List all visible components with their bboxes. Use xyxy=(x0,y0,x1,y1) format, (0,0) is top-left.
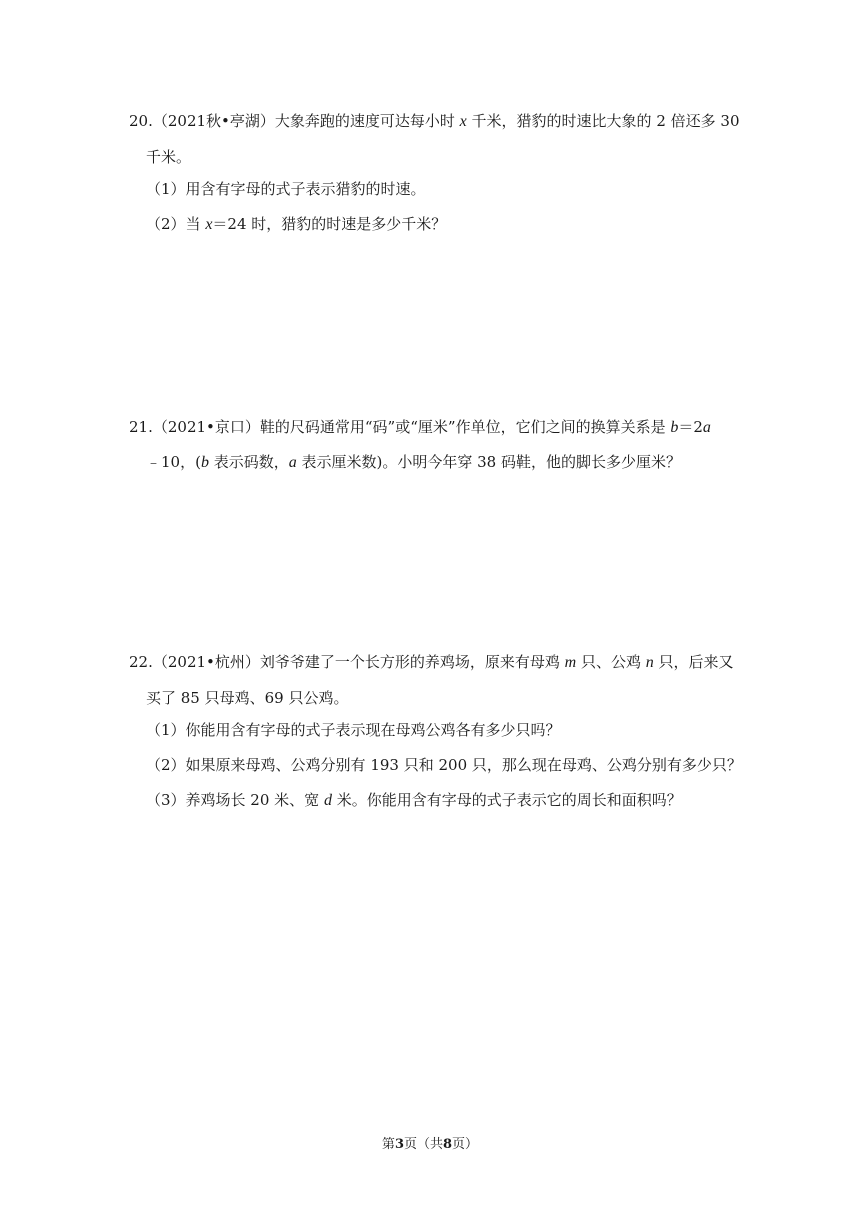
stem-text: 大象奔跑的速度可达每小时 xyxy=(274,112,460,130)
question-22-sub-3 xyxy=(146,789,682,812)
question-20-stem-line-2: 千米。 xyxy=(146,148,192,166)
question-number: 22. xyxy=(129,653,153,671)
total-page-number: 8 xyxy=(443,1137,453,1152)
stem-text: 表示厘米数)。小明今年穿 38 码鞋，他的脚长多少厘米？ xyxy=(296,453,681,471)
question-source: （2021•京口） xyxy=(152,418,260,436)
question-22-sub-1: （1）你能用含有字母的式子表示现在母鸡公鸡各有多少只吗？ xyxy=(146,721,561,739)
stem-text: 只、公鸡 xyxy=(576,653,646,671)
footer-text: 页（共 xyxy=(403,1137,443,1152)
sub-text: （2）当 xyxy=(146,215,206,233)
question-source: （2021•杭州） xyxy=(152,653,260,671)
variable-a: a xyxy=(702,419,711,436)
variable-x: x xyxy=(205,216,213,233)
current-page-number: 3 xyxy=(394,1137,404,1152)
question-22-sub-2: （2）如果原来母鸡、公鸡分别有 193 只和 200 只，那么现在母鸡、公鸡分别有多少只？ xyxy=(146,756,742,774)
footer-text: 第 xyxy=(381,1137,395,1152)
variable-m: m xyxy=(564,654,577,671)
question-number: 20. xyxy=(129,112,153,130)
variable-d: d xyxy=(323,792,332,809)
stem-text: ＝2 xyxy=(678,418,703,436)
variable-b: b xyxy=(200,454,209,471)
variable-b: b xyxy=(670,419,679,436)
question-21-stem-line-1 xyxy=(129,416,711,439)
question-22-stem-line-1 xyxy=(129,651,734,674)
footer-text: 页） xyxy=(452,1137,479,1152)
stem-text: ﹣10，( xyxy=(146,453,201,471)
question-20-stem-line-1 xyxy=(129,110,740,133)
question-source: （2021秋•亭湖） xyxy=(152,112,275,130)
variable-a: a xyxy=(288,454,297,471)
variable-x: x xyxy=(459,113,467,130)
question-22-stem-line-2: 买了 85 只母鸡、69 只公鸡。 xyxy=(146,689,349,707)
sub-text: （3）养鸡场长 20 米、宽 xyxy=(146,791,324,809)
stem-text: 刘爷爷建了一个长方形的养鸡场，原来有母鸡 xyxy=(259,653,565,671)
stem-text: 千米，猎豹的时速比大象的 2 倍还多 30 xyxy=(466,112,740,130)
question-20-sub-2 xyxy=(146,213,446,236)
sub-text: 米。你能用含有字母的式子表示它的周长和面积吗？ xyxy=(331,791,682,809)
stem-text: 鞋的尺码通常用“码”或“厘米”作单位，它们之间的换算关系是 xyxy=(259,418,671,436)
question-20-sub-1: （1）用含有字母的式子表示猎豹的时速。 xyxy=(146,180,426,198)
stem-text: 表示码数， xyxy=(208,453,289,471)
sub-text: ＝24 时，猎豹的时速是多少千米？ xyxy=(212,215,447,233)
stem-text: 只，后来又 xyxy=(653,653,734,671)
page-footer xyxy=(0,1136,860,1154)
variable-n: n xyxy=(645,654,654,671)
question-21-stem-line-2 xyxy=(146,451,681,474)
question-number: 21. xyxy=(129,418,153,436)
